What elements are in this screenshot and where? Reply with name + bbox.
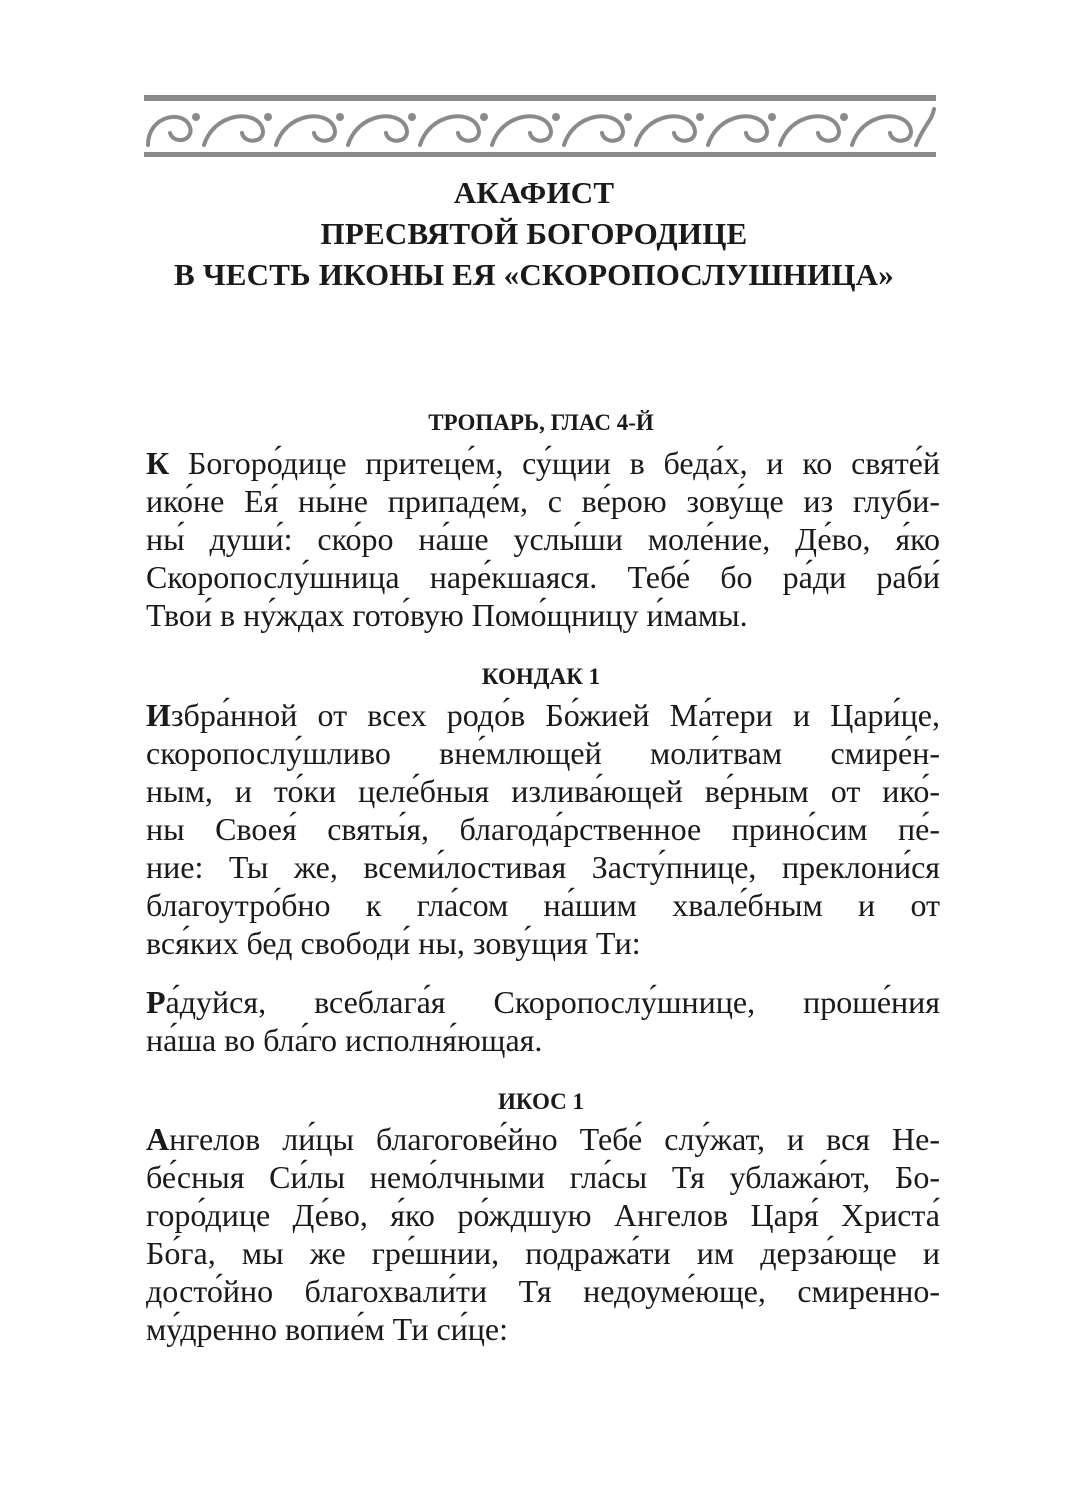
ikos-1-heading: ИКОС 1 bbox=[497, 1089, 585, 1114]
text-line: Бо́га, мы же гре́шнии, подража́ти им дерза́юще и bbox=[146, 1235, 940, 1271]
text-line: Твои́ в ну́ждах гото́вую Помо́щницу и́мамы. bbox=[146, 597, 748, 633]
text-line: ны Своея́ святы́я, благода́рственное прино́сим пе́- bbox=[146, 811, 940, 847]
title-line: ПРЕСВЯТОЙ БОГОРОДИЦЕ bbox=[320, 216, 748, 251]
troparion-heading: ТРОПАРЬ, ГЛАС 4-Й bbox=[428, 410, 654, 435]
text-line: ным, и то́ки целе́бныя излива́ющей ве́рным от ико́- bbox=[146, 773, 940, 809]
text-line: благоутро́бно к гла́сом на́шим хвале́бным и от bbox=[146, 887, 940, 923]
rejoice-text bbox=[146, 983, 940, 1059]
drop-initial: А bbox=[146, 1121, 170, 1157]
title-line: АКАФИСТ bbox=[453, 175, 615, 210]
text-line: скоропослу́шливо вне́млющей моли́твам смире́н- bbox=[146, 735, 940, 771]
text-line: вся́ких бед свободи́ ны, зову́щия Ти: bbox=[146, 925, 641, 961]
drop-initial: Р bbox=[146, 984, 166, 1020]
kontakion-1-heading: КОНДАК 1 bbox=[481, 664, 601, 689]
text-line: досто́йно благохвали́ти Тя недоуме́юще, смиренно- bbox=[146, 1273, 940, 1309]
page-title bbox=[100, 172, 968, 295]
text-line: Избра́нной от всех родо́в Бо́жией Ма́тери и Цари́це, bbox=[146, 697, 940, 733]
text-line: ны́ души́: ско́ро на́ше услы́ши моле́ние, Де́во, я́ко bbox=[146, 521, 940, 557]
text-line: бе́сныя Си́лы немо́лчными гла́сы Тя ублажа́ют, Бо- bbox=[146, 1159, 940, 1195]
text-line: ико́не Ея́ ны́не припаде́м, с ве́рою зову́ще из глуби- bbox=[146, 483, 940, 519]
ikos-1-text bbox=[146, 1120, 940, 1348]
text-line: горо́дице Де́во, я́ко ро́ждшую Ангелов Царя́ Христа́ bbox=[146, 1197, 940, 1233]
text-line: Скоропослу́шница наре́кшаяся. Тебе́ бо ра́ди раби́ bbox=[146, 559, 940, 595]
text-line: Ра́дуйся, всеблага́я Скоропослу́шнице, проше́ния bbox=[146, 984, 940, 1020]
text-line: му́дренно вопие́м Ти си́це: bbox=[146, 1311, 508, 1347]
troparion-text bbox=[146, 444, 940, 634]
ornament-border bbox=[144, 95, 936, 161]
kontakion-1-text bbox=[146, 696, 940, 962]
drop-initial: К bbox=[146, 445, 170, 481]
text-line: на́ша во бла́го исполня́ющая. bbox=[146, 1022, 543, 1058]
text-line: Ангелов ли́цы благогове́йно Тебе́ слу́жат, и вся Не- bbox=[146, 1121, 940, 1157]
title-line: В ЧЕСТЬ ИКОНЫ ЕЯ «СКОРОПОСЛУШНИЦА» bbox=[174, 257, 894, 292]
text-line: ние: Ты же, всеми́лостивая Засту́пнице, преклони́ся bbox=[146, 849, 940, 885]
text-line: К Богоро́дице притеце́м, су́щии в беда́х, и ко святе́й bbox=[146, 445, 940, 481]
drop-initial: И bbox=[146, 697, 171, 733]
